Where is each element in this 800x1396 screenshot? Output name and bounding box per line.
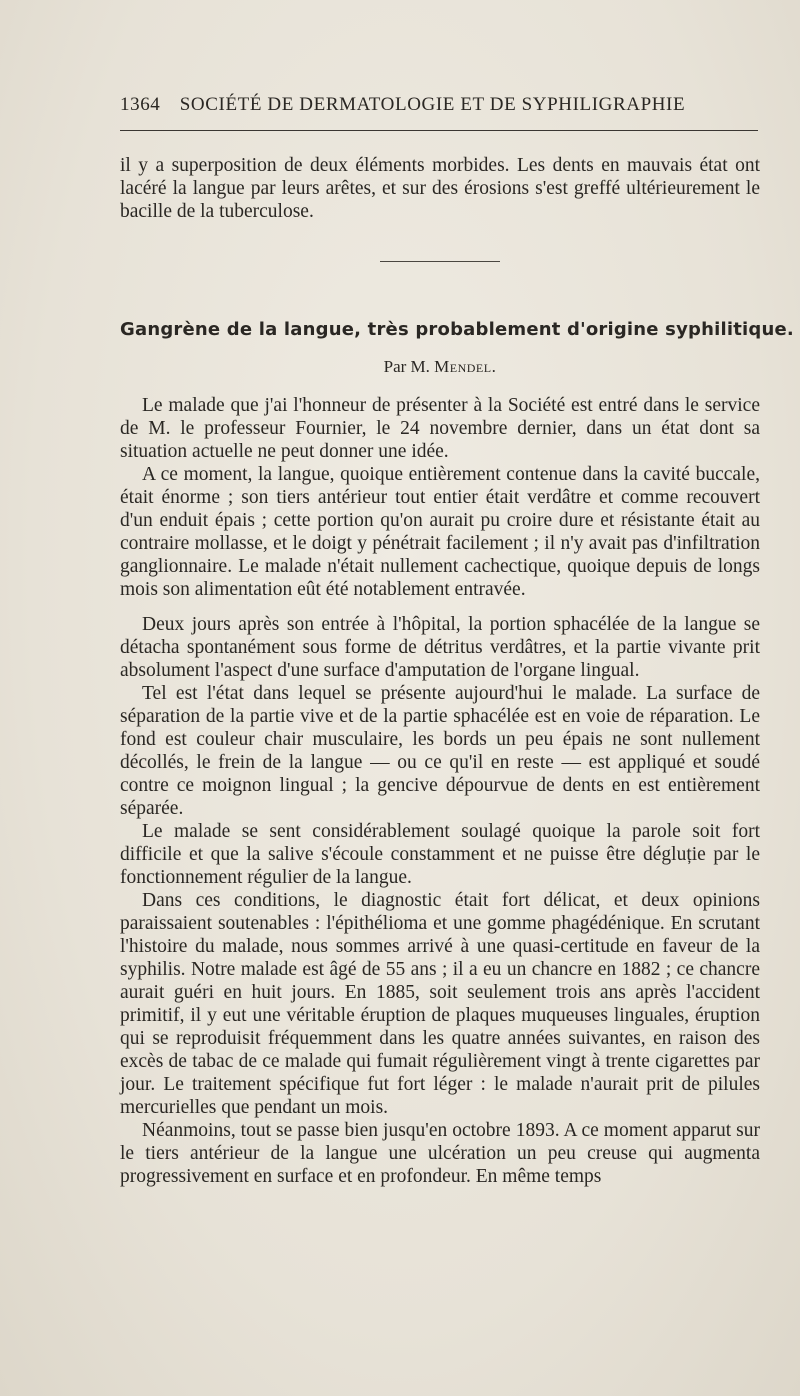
paragraph: Deux jours après son entrée à l'hôpital, la portion sphacélée de la langue se détacha spontanément sous forme de détritus verdâtres, et la partie vivante prit absolument l'aspect d'une surface d'amputation de l'organe lingual. <box>120 614 760 681</box>
header-rule <box>120 130 758 131</box>
author-name: Mendel. <box>434 357 497 376</box>
paragraph: Le malade se sent considérablement soulagé quoique la parole soit fort difficile et que la salive s'écoule constamment et ne puisse être dégluție par le fonctionnement régulier de la langue. <box>120 821 760 888</box>
paragraph: A ce moment, la langue, quoique entièrement contenue dans la cavité buccale, était énorme ; son tiers antérieur tout entier était verdâtre et comme recouvert d'un enduit épais ; cette portion qu'on aurait pu croire dure et résistante était au contraire mollasse, et le doigt y pénétrait facilement ; il n'y avait pas d'infiltration ganglionnaire. Le malade n'était nullement cachectique, quoique depuis de longs mois son alimentation eût été notablement entravée. <box>120 464 760 600</box>
page-body <box>120 154 794 1188</box>
article-byline <box>120 355 760 378</box>
paragraph: Néanmoins, tout se passe bien jusqu'en octobre 1893. A ce moment apparut sur le tiers antérieur de la langue une ulcération un peu creuse qui augmenta progressivement en surface et en profondeur. En même temps <box>120 1120 760 1187</box>
running-title: SOCIÉTÉ DE DERMATOLOGIE ET DE SYPHILIGRAPHIE <box>179 94 686 115</box>
paragraph: Le malade que j'ai l'honneur de présenter à la Société est entré dans le service de M. le professeur Fournier, le 24 novembre dernier, dans un état dont sa situation actuelle ne peut donner une idée. <box>120 395 760 462</box>
paragraph: Tel est l'état dans lequel se présente aujourd'hui le malade. La surface de séparation de la partie vive et de la partie sphacélée est en voie de réparation. Le fond est couleur chair musculaire, les bords un peu épais ne sont nullement décollés, le frein de la langue — ou ce qu'il en reste — est appliqué et soudé contre ce moignon lingual ; la gencive dépourvue de dents en est entièrement séparée. <box>120 683 760 819</box>
running-header <box>120 94 760 116</box>
paragraph: Dans ces conditions, le diagnostic était fort délicat, et deux opinions paraissaient soutenables : l'épithélioma et une gomme phagédénique. En scrutant l'histoire du malade, nous sommes arrivé à une quasi-certitude en faveur de la syphilis. Notre malade est âgé de 55 ans ; il a eu un chancre en 1882 ; ce chancre aurait guéri en huit jours. En 1885, soit seulement trois ans après l'accident primitif, il y eut une véritable éruption de plaques muqueuses linguales, éruption qui se reproduisit fréquemment dans les quatre années suivantes, en raison des excès de tabac de ce malade qui fumait régulièrement vingt à trente cigarettes par jour. Le traitement spécifique fut fort léger : le malade n'aurait prit de pilules mercurielles que pendant un mois. <box>120 890 760 1118</box>
byline-prefix: Par M. <box>383 357 430 376</box>
intro-paragraph: il y a superposition de deux éléments morbides. Les dents en mauvais état ont lacéré la langue par leurs arêtes, et sur des érosions s'est greffé ultérieurement le bacille de la tuberculose. <box>120 155 760 222</box>
section-separator <box>380 261 500 262</box>
article-title: Gangrène de la langue, très probablement d'origine syphilitique. <box>120 319 794 340</box>
page-number: 1364 <box>120 94 161 115</box>
